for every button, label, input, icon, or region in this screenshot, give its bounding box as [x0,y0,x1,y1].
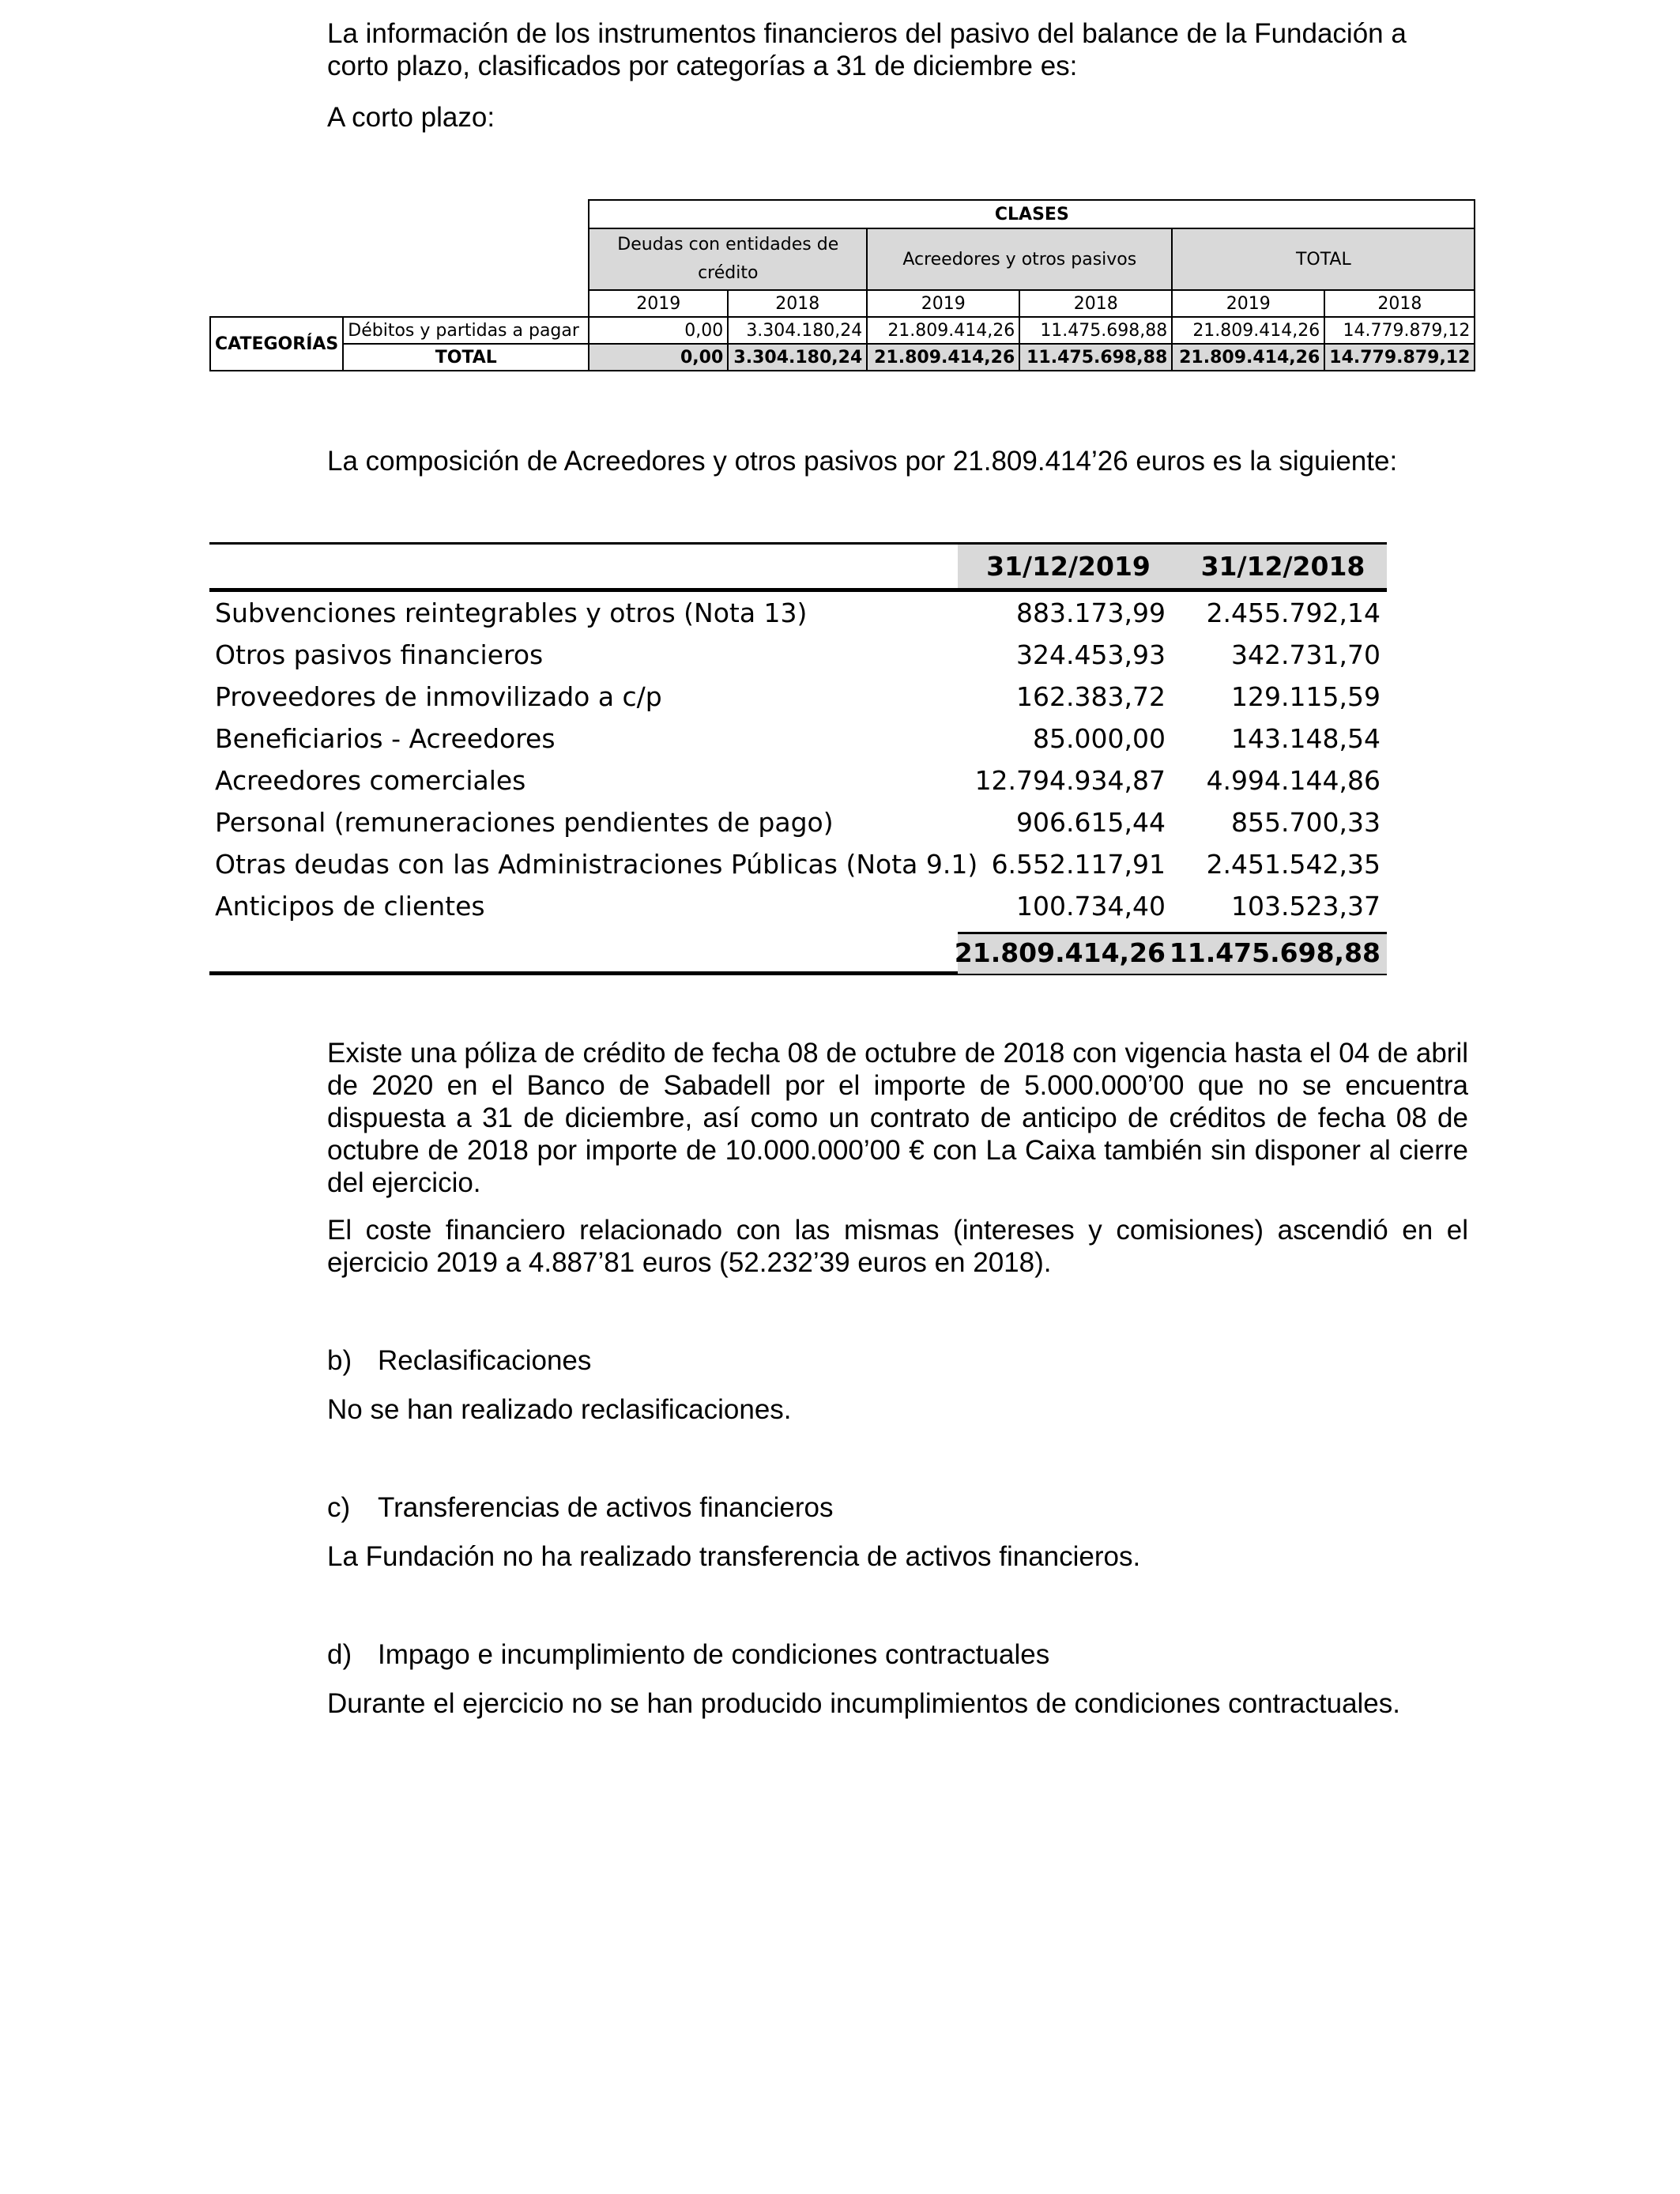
year-header: 2018 [1019,290,1172,317]
section-title: Reclasificaciones [378,1345,592,1376]
table-row [209,592,1387,634]
year-header: 2019 [867,290,1019,317]
section-body-c: La Fundación no ha realizado transferencia de activos financieros. [327,1541,1141,1572]
value-2018: 4.994.144,86 [1206,765,1381,796]
value-2019: 6.552.117,91 [991,849,1166,880]
categorias-label: CATEGORÍAS [210,317,343,371]
cell-value: 11.475.698,88 [1019,317,1172,344]
cell-value: 21.809.414,26 [1172,317,1324,344]
row-label: Débitos y partidas a pagar [343,317,589,344]
row-label: Proveedores de inmovilizado a c/p [215,681,662,712]
table-row [209,634,1387,676]
section-letter: d) [327,1639,352,1670]
section-heading-d [327,1638,1049,1671]
value-2018: 143.148,54 [1231,723,1381,754]
row-label: TOTAL [343,344,589,371]
value-2019: 100.734,40 [1016,891,1166,922]
year-header: 2019 [589,290,728,317]
group-header: Acreedores y otros pasivos [867,228,1172,290]
table-row [209,676,1387,718]
value-2018: 342.731,70 [1231,639,1381,670]
composicion-table [209,542,1387,975]
table-row [209,718,1387,760]
value-2018: 103.523,37 [1231,891,1381,922]
table-row [209,801,1387,843]
total-2019: 21.809.414,26 [954,937,1166,968]
cell-value: 21.809.414,26 [867,344,1019,371]
cell-value: 14.779.879,12 [1324,344,1475,371]
value-2019: 12.794.934,87 [974,765,1166,796]
column-header-2018: 31/12/2018 [1179,545,1387,588]
section-title: Transferencias de activos financieros [378,1492,834,1523]
value-2018: 2.451.542,35 [1206,849,1381,880]
row-label: Beneficiarios - Acreedores [215,723,556,754]
credit-line-paragraph: Existe una póliza de crédito de fecha 08 de octubre de 2018 con vigencia hasta el 04 de abril de 2020 en el Banco de Sabadell por el importe de 5.000.000’00 que no se encuentra dispuesta a 31 de diciembre, así como un contrato de anticipo de créditos de fecha 08 de octubre de 2018 por importe de 10.000.000’00 € con La Caixa también sin disponer al cierre del ejercicio. [327,1038,1468,1198]
clases-header: CLASES [589,200,1475,228]
cell-value: 11.475.698,88 [1019,344,1172,371]
group-header: Deudas con entidades de crédito [589,228,867,290]
cell-value: 21.809.414,26 [867,317,1019,344]
row-label: Subvenciones reintegrables y otros (Nota 13) [215,598,808,628]
table-header [209,545,1387,592]
intro-paragraph: La información de los instrumentos financieros del pasivo del balance de la Fundación a corto plazo, clasificados por categorías a 31 de diciembre es: [327,18,1407,81]
row-label: Acreedores comerciales [215,765,526,796]
cell-value: 3.304.180,24 [728,344,867,371]
table-row [209,843,1387,885]
table-row-total [210,344,1475,371]
table-row [210,317,1475,344]
year-header: 2019 [1172,290,1324,317]
section-letter: c) [327,1492,351,1523]
value-2018: 855.700,33 [1231,807,1381,838]
row-label: Personal (remuneraciones pendientes de pago) [215,807,834,838]
cell-value: 0,00 [589,317,728,344]
table-total-row [209,932,1387,975]
row-label: Otras deudas con las Administraciones Públicas (Nota 9.1) [215,849,978,880]
row-label: Anticipos de clientes [215,891,485,922]
subtitle-corto-plazo: A corto plazo: [327,102,495,133]
value-2019: 906.615,44 [1016,807,1166,838]
value-2019: 162.383,72 [1016,681,1166,712]
cell-value: 14.779.879,12 [1324,317,1475,344]
cell-value: 3.304.180,24 [728,317,867,344]
table-row [209,885,1387,927]
row-label: Otros pasivos financieros [215,639,544,670]
instrumentos-table [209,199,1475,371]
cell-value: 0,00 [589,344,728,371]
year-header: 2018 [728,290,867,317]
cell-value: 21.809.414,26 [1172,344,1324,371]
group-header: TOTAL [1172,228,1475,290]
section-title: Impago e incumplimiento de condiciones contractuales [378,1639,1050,1670]
financial-cost-paragraph: El coste financiero relacionado con las mismas (intereses y comisiones) ascendió en el ejercicio 2019 a 4.887’81 euros (52.232’39 euros en 2018). [327,1215,1468,1278]
section-letter: b) [327,1345,352,1376]
total-2018: 11.475.698,88 [1169,937,1381,968]
section-heading-b [327,1344,591,1377]
value-2018: 2.455.792,14 [1206,598,1381,628]
table-row [209,760,1387,801]
section-heading-c [327,1491,833,1524]
column-header-2019: 31/12/2019 [958,545,1179,588]
section-body-d: Durante el ejercicio no se han producido incumplimientos de condiciones contractuales. [327,1688,1400,1719]
value-2019: 85.000,00 [1033,723,1166,754]
year-header: 2018 [1324,290,1475,317]
value-2018: 129.115,59 [1231,681,1381,712]
value-2019: 324.453,93 [1016,639,1166,670]
total-box [954,932,1387,974]
value-2019: 883.173,99 [1016,598,1166,628]
section-body-b: No se han realizado reclasificaciones. [327,1394,792,1425]
composition-paragraph: La composición de Acreedores y otros pasivos por 21.809.414’26 euros es la siguiente: [327,446,1398,477]
